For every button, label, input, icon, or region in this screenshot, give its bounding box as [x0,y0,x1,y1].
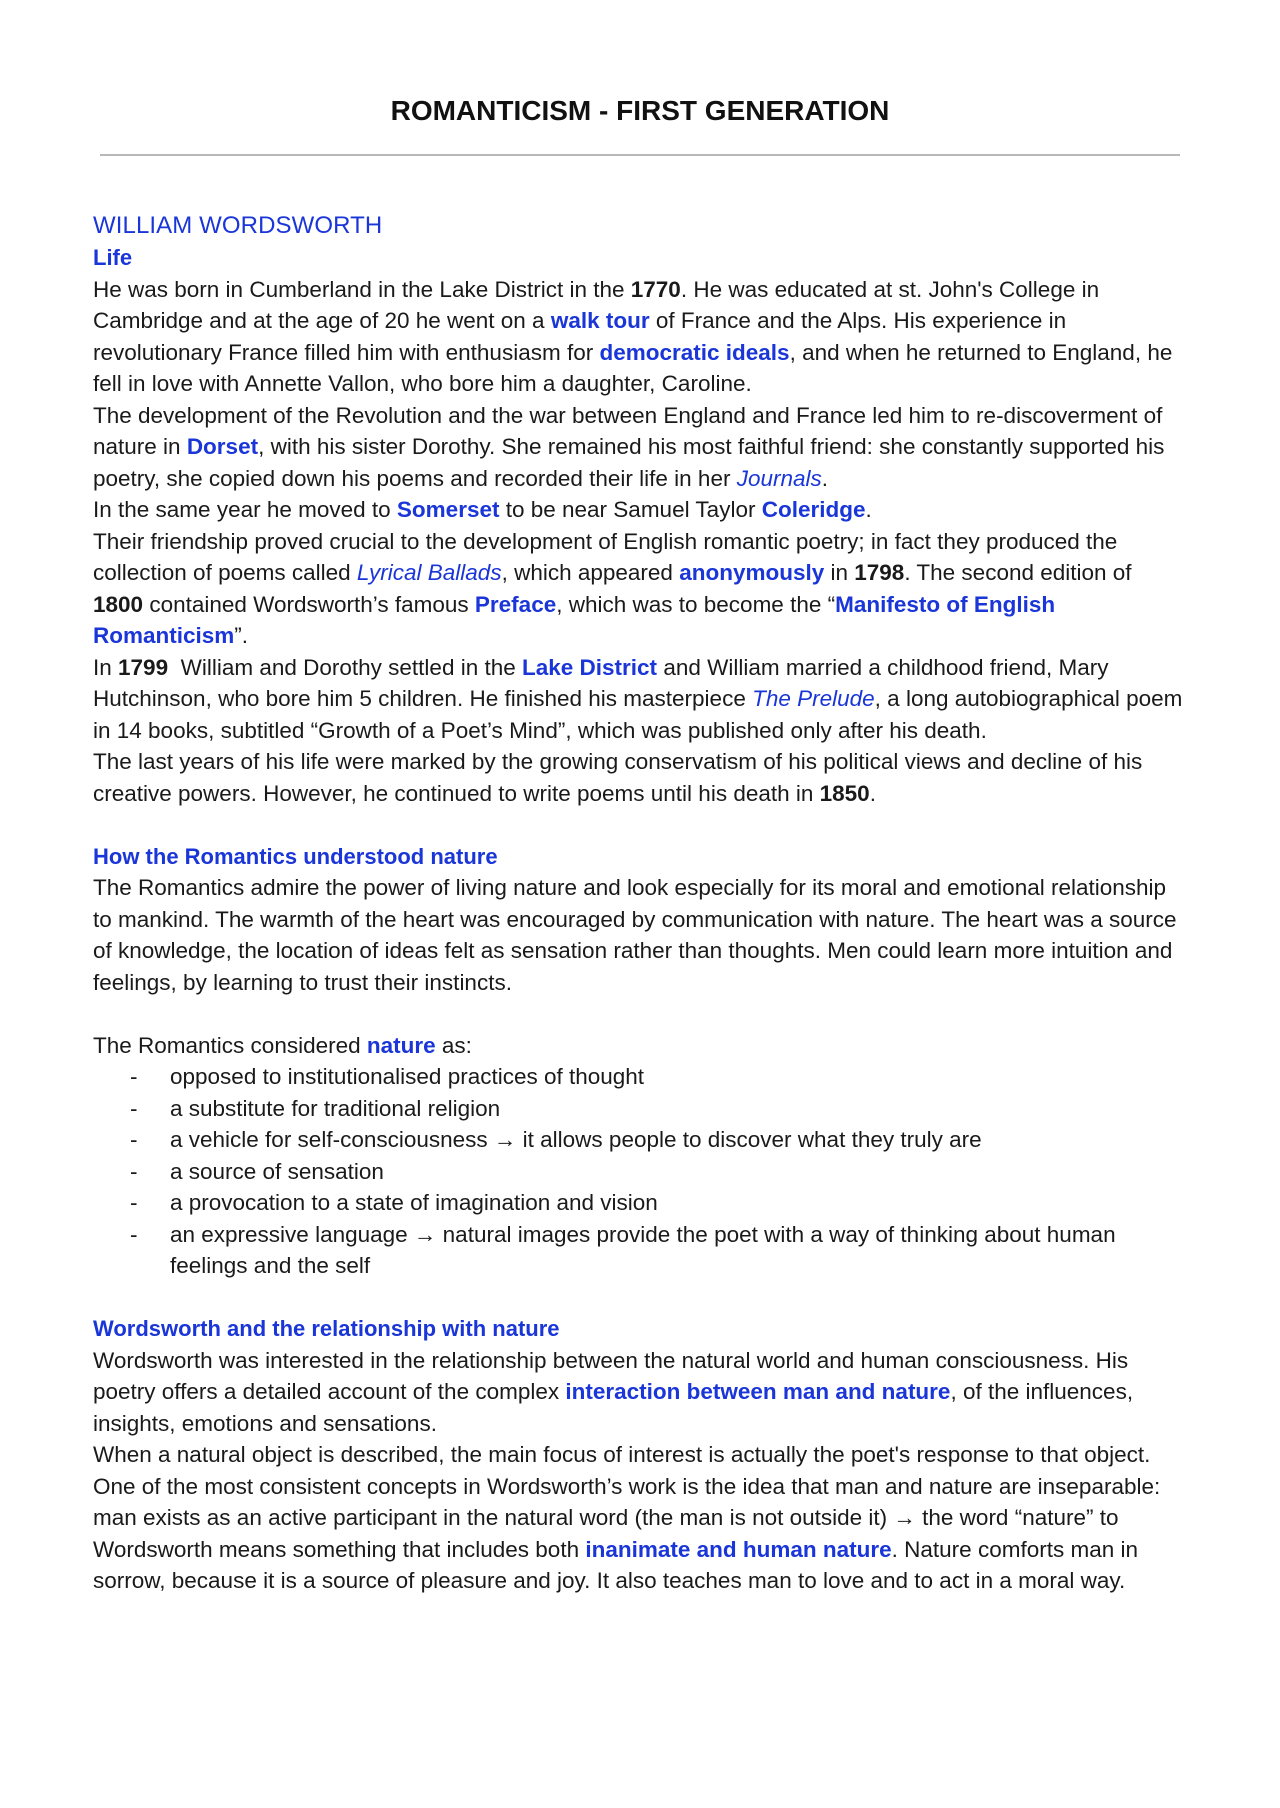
romantics-nature-section [93,841,1187,1282]
text: The last years of his life were marked by the growing conservatism of his political views and decline of his creative powers. However, he continued to write poems until his death in [93,749,1143,806]
text: . Nature comforts man in sorrow, because it is a source of pleasure and joy. It also teaches man to love and to act in a moral way. [93,1536,1138,1593]
title-divider [100,154,1180,156]
text: He was born in Cumberland in the Lake District in the [93,276,631,302]
year-1798: 1798 [854,560,905,585]
highlight-somerset: Somerset [396,497,500,522]
text: . [869,780,876,806]
text: as: [435,1032,472,1058]
wordsworth-nature-heading: Wordsworth and the relationship with nature [93,1316,560,1341]
list-item [130,1219,1187,1282]
text: , which was to become the “ [556,591,836,617]
list-item-text: a source of sensation [170,1158,384,1184]
list-dash: - [130,1158,138,1184]
text: and William married a childhood friend, Mary Hutchinson, who bore him 5 children. He finished his masterpiece [93,654,1109,711]
text: . [821,465,829,491]
list-item-text: a substitute for traditional religion [170,1095,501,1121]
highlight-dorset: Dorset [186,434,259,459]
list-item [130,1187,1187,1219]
spacer [93,1282,1187,1314]
life-paragraph-3 [93,494,1187,526]
highlight-lake-district: Lake District [522,654,658,680]
year-1800: 1800 [93,591,144,617]
year-1850: 1850 [819,780,870,806]
life-paragraph-2 [93,400,1187,495]
spacer [93,998,1187,1030]
title-lyrical-ballads: Lyrical Ballads [356,560,502,585]
list-item-text: opposed to institutionalised practices of thought [170,1064,645,1089]
text: , of the influences, insights, emotions and sensations. [93,1379,1134,1436]
highlight-preface: Preface [474,591,557,617]
romantics-paragraph-2 [93,1030,1187,1062]
life-heading: Life [93,245,133,270]
life-paragraph-6 [93,746,1187,809]
wordsworth-paragraph-1 [93,1345,1187,1440]
life-section [93,242,1187,809]
page-title: ROMANTICISM - FIRST GENERATION [390,95,890,126]
wordsworth-nature-section [93,1313,1187,1597]
text: Wordsworth was interested in the relationship between the natural world and human consciousness. His poetry offers a detailed account of the complex [93,1347,1129,1404]
list-item [130,1093,1187,1125]
text: . The second edition of [904,560,1132,585]
life-paragraph-4 [93,526,1187,652]
year-1799: 1799 [118,654,169,680]
list-dash: - [130,1221,138,1247]
text: to be near Samuel Taylor [499,497,762,522]
text: , a long autobiographical poem in 14 books, subtitled “Growth of a Poet’s Mind”, which was published only after his death. [93,686,1183,743]
title-the-prelude: The Prelude [752,686,875,711]
list-item-text: a vehicle for self-consciousness → it allows people to discover what they truly are [170,1127,982,1152]
highlight-nature: nature [366,1032,436,1058]
author-heading: WILLIAM WORDSWORTH [93,212,383,239]
nature-list [93,1061,1187,1282]
year-1770: 1770 [630,276,681,302]
text: In the same year he moved to [93,497,397,522]
list-dash: - [130,1064,138,1089]
text: . [865,497,872,522]
text: in [824,560,855,585]
list-dash: - [130,1095,138,1121]
highlight-inanimate-human-nature: inanimate and human nature [585,1536,892,1562]
life-paragraph-1 [93,274,1187,400]
text: , and when he returned to England, he fell in love with Annette Vallon, who bore him a daughter, Caroline. [93,339,1173,396]
highlight-anonymously: anonymously [679,560,825,585]
text: , which appeared [501,560,680,585]
text: The Romantics considered [93,1032,367,1058]
text: William and Dorothy settled in the [168,654,522,680]
text: . He was educated at st. John's College in Cambridge and at the age of 20 he went on a [93,276,1100,333]
life-paragraph-5 [93,652,1187,747]
text: ”. [234,623,249,648]
list-item [130,1156,1187,1188]
text: When a natural object is described, the main focus of interest is actually the poet's response to that object. One of the most consistent concepts in Wordsworth’s work is the idea that man and nature are inseparable: man exists as an active participant in the natural word (the man is not outside it) → the word “nature” to Wordsworth means something that includes both [93,1442,1161,1562]
highlight-coleridge: Coleridge [761,497,866,522]
highlight-manifesto: Manifesto of English Romanticism [93,591,1056,648]
highlight-interaction: interaction between man and nature [565,1379,951,1404]
text: contained Wordsworth’s famous [143,591,475,617]
romantics-nature-heading: How the Romantics understood nature [93,843,498,869]
text: The development of the Revolution and the war between England and France led him to re-discoverment of nature in [93,402,1163,459]
wordsworth-paragraph-2 [93,1439,1187,1597]
list-dash: - [130,1190,138,1215]
spacer [93,809,1187,841]
text: , with his sister Dorothy. She remained his most faithful friend: she constantly supported his poetry, she copied down his poems and recorded their life in her [93,434,1165,491]
list-item-text: an expressive language → natural images provide the poet with a way of thinking about human feelings and the self [170,1221,1116,1278]
list-item-text: a provocation to a state of imagination and vision [170,1190,658,1215]
text: Their friendship proved crucial to the development of English romantic poetry; in fact they produced the collection of poems called [93,528,1118,585]
list-dash: - [130,1127,138,1152]
highlight-walk-tour: walk tour [550,308,650,333]
highlight-democratic-ideals: democratic ideals [599,339,790,365]
romantics-paragraph-1: The Romantics admire the power of living nature and look especially for its moral and emotional relationship to mankind. The warmth of the heart was encouraged by communication with nature. The heart was a source of knowledge, the location of ideas felt as sensation rather than thoughts. Men could learn more intuition and feelings, by learning to trust their instincts. [93,875,1177,995]
title-journals: Journals [736,465,822,491]
text: of France and the Alps. His experience in revolutionary France filled him with enthusiasm for [93,308,1067,365]
list-item [130,1124,1187,1156]
text: In [93,654,119,680]
list-item [130,1061,1187,1093]
